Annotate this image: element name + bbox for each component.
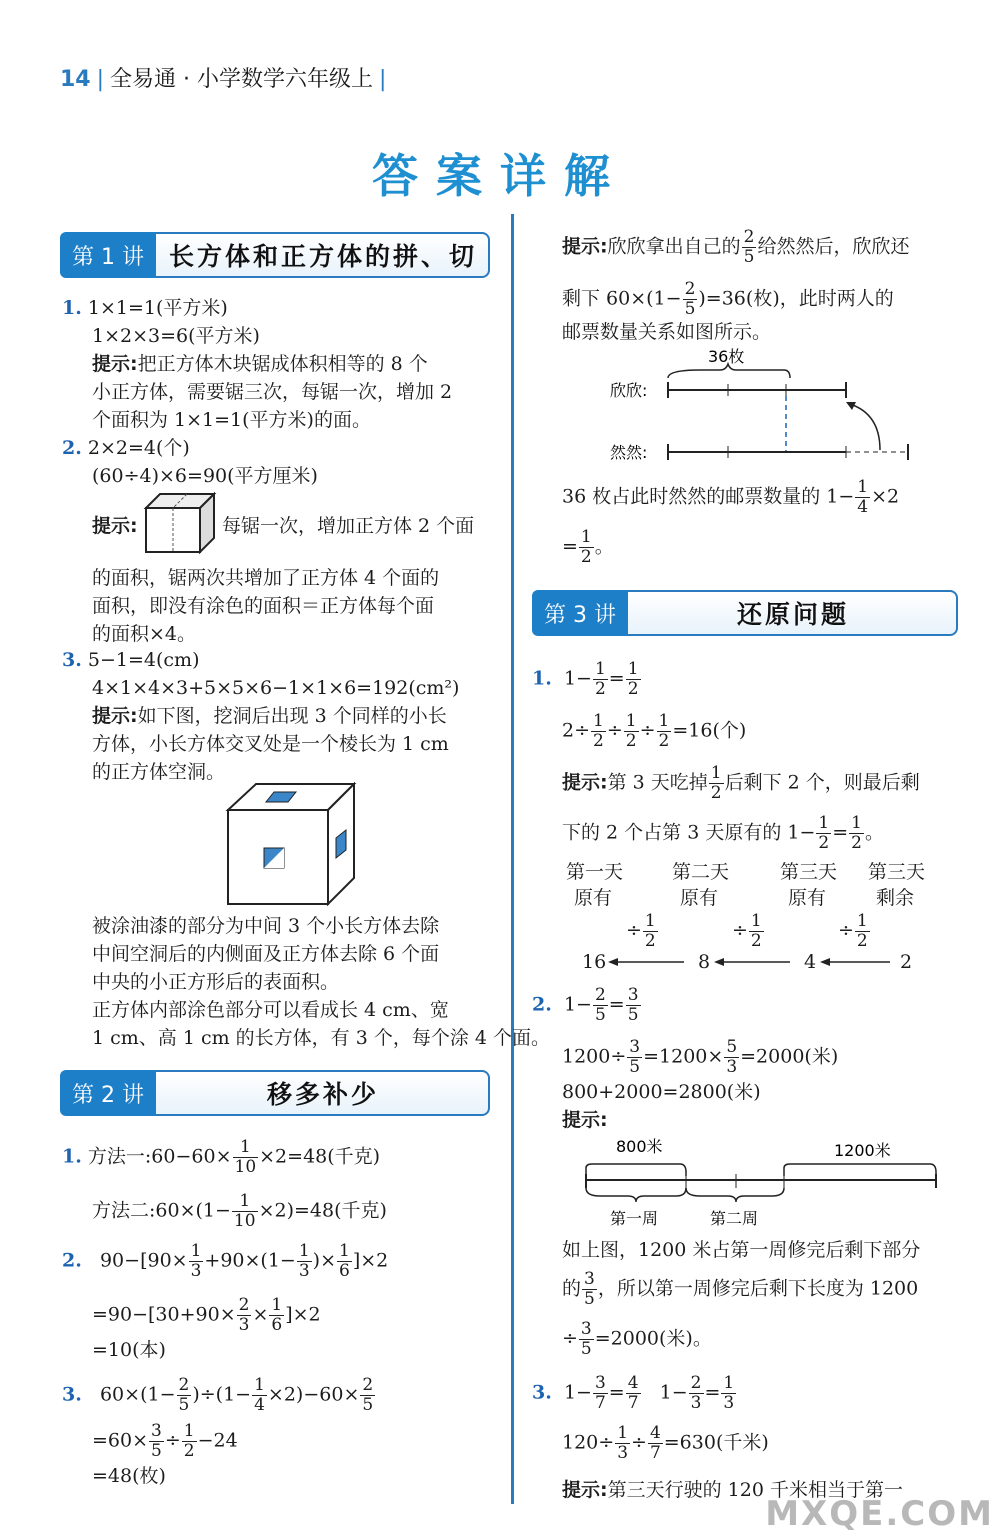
reverse-arrows (604, 950, 894, 974)
answer-3-1b: 2÷ $\frac{1}{2}$ ÷ $\frac{1}{2}$ ÷ $\frac{1}{2}$ =16(个) (562, 711, 747, 751)
div-op-1: ÷ $\frac{1}{2}$ (626, 911, 656, 951)
day-1-sub: 原有 (574, 887, 613, 909)
answer-2-1b: 方法二:60×(1− $\frac{1}{10}$ ×2)=48(千克) (92, 1191, 387, 1231)
hint-3-1b: 下的 2 个占第 3 天原有的 1− $\frac{1}{2}$ = $\frac{1}{2}$ 。 (562, 813, 884, 853)
label-week2: 第二周 (710, 1209, 759, 1228)
day-3-label: 第三天 (780, 861, 838, 883)
hint-1-1c: 个面积为 1×1=1(平方米)的面。 (92, 409, 371, 431)
answer-2-3c: =48(枚) (92, 1465, 166, 1487)
page-title: 答案详解 (372, 149, 628, 203)
lesson-name: 还原问题 (736, 600, 849, 629)
hint-1-1: 提示:把正方体木块锯成体积相等的 8 个 (92, 353, 428, 375)
day-3r-sub: 剩余 (876, 887, 915, 909)
answer-1-2: 2. 2×2=4(个) (62, 437, 190, 459)
running-header: 14 | 全易通 · 小学数学六年级上 | (60, 67, 387, 92)
answer-1-3b: 4×1×4×3+5×5×6−1×1×6=192(cm²) (92, 677, 460, 699)
hint-1-3c: 的正方体空洞。 (92, 761, 226, 783)
hint-3-2b: 如上图，1200 米占第一周修完后剩下部分 (562, 1239, 921, 1261)
hint-1-3h: 1 cm、高 1 cm 的长方体，有 3 个，每个涂 4 个面。 (92, 1027, 550, 1049)
hint-2-3a: 提示:欣欣拿出自己的 $\frac{2}{5}$ 给然然后，欣欣还 (562, 227, 910, 267)
hint-1-3b: 方体，小长方体交叉处是一个棱长为 1 cm (92, 733, 449, 755)
answer-3-3b: 120÷ $\frac{1}{3}$ ÷ $\frac{4}{7}$ =630(千米) (562, 1423, 769, 1463)
lesson-3-banner (532, 590, 958, 636)
lesson-name: 移多补少 (266, 1080, 379, 1109)
answer-3-2a: 2. 1− $\frac{2}{5}$ = $\frac{3}{5}$ (532, 985, 639, 1025)
stamp-diagram (610, 346, 930, 468)
diagram-36-label: 36枚 (708, 347, 745, 366)
lesson-number: 第 3 讲 (532, 590, 628, 636)
answer-2-3a: 3. 60×(1− $\frac{2}{5}$ )÷(1− $\frac{1}{4}$ ×2)−60× $\frac{2}{5}$ (62, 1375, 374, 1415)
answer-1-1: 1. 1×1=1(平方米) (62, 297, 228, 319)
answer-3-2c: 800+2000=2800(米) (562, 1081, 761, 1103)
day-2-sub: 原有 (680, 887, 719, 909)
val-16: 16 (582, 951, 607, 973)
hint-3-2d: ÷ $\frac{3}{5}$ =2000(米)。 (562, 1319, 712, 1359)
hint-2-3b: 剩下 60×(1− $\frac{2}{5}$ )=36(枚)，此时两人的 (562, 279, 894, 319)
hint-3-3: 提示:第三天行驶的 120 千米相当于第一 (562, 1479, 903, 1501)
div-op-2: ÷ $\frac{1}{2}$ (732, 911, 762, 951)
day-1-label: 第一天 (566, 861, 624, 883)
column-divider (511, 214, 514, 1504)
hint-3-2: 提示: (562, 1109, 608, 1131)
val-2: 2 (900, 951, 913, 973)
hint-1-2b: 的面积，锯两次共增加了正方体 4 个面的 (92, 567, 440, 589)
label-800m: 800米 (616, 1137, 663, 1156)
answer-2-1a: 1. 方法一:60−60× $\frac{1}{10}$ ×2=48(千克) (62, 1137, 381, 1177)
label-ranran: 然然: (610, 443, 648, 462)
day-2-label: 第二天 (672, 861, 730, 883)
day-3r-label: 第三天 (868, 861, 926, 883)
lesson-number: 第 1 讲 (60, 232, 156, 278)
lesson-2-banner (60, 1070, 490, 1116)
hint-2-3e: = $\frac{1}{2}$ 。 (562, 527, 614, 567)
answer-1-1b: 1×2×3=6(平方米) (92, 325, 260, 347)
hint-1-1b: 小正方体，需要锯三次，每锯一次，增加 2 (92, 381, 453, 403)
label-week1: 第一周 (610, 1209, 659, 1228)
answer-2-3b: =60× $\frac{3}{5}$ ÷ $\frac{1}{2}$ −24 (92, 1421, 238, 1461)
hint-1-3: 提示:如下图，挖洞后出现 3 个同样的小长 (92, 705, 447, 727)
div-op-3: ÷ $\frac{1}{2}$ (838, 911, 868, 951)
lesson-name: 长方体和正方体的拼、切 (168, 242, 477, 271)
hint-1-2a: 每锯一次，增加正方体 2 个面 (222, 515, 475, 537)
answer-1-3: 3. 5−1=4(cm) (62, 649, 200, 671)
page-number: 14 (60, 67, 91, 92)
val-4: 4 (804, 951, 817, 973)
hint-3-2c: 的 $\frac{3}{5}$ ，所以第一周修完后剩下长度为 1200 (562, 1269, 919, 1309)
cube-cut-figure (142, 488, 218, 556)
answer-2-2b: =90−[30+90× $\frac{2}{3}$ × $\frac{1}{6}$ ]×2 (92, 1295, 321, 1335)
hint-1-3f: 中央的小正方形后的表面积。 (92, 971, 340, 993)
lesson-number: 第 2 讲 (60, 1070, 156, 1116)
hint-1-3e: 中间空洞后的内侧面及正方体去除 6 个面 (92, 943, 440, 965)
hint-2-3c: 邮票数量关系如图所示。 (562, 321, 772, 343)
hint-1-2d: 的面积×4。 (92, 623, 197, 645)
lesson-1-banner (60, 232, 490, 278)
answer-3-1a: 1. 1− $\frac{1}{2}$ = $\frac{1}{2}$ (532, 659, 639, 699)
label-xinxin: 欣欣: (610, 381, 648, 400)
label-1200m: 1200米 (834, 1141, 891, 1160)
hint-1-3g: 正方体内部涂色部分可以看成长 4 cm、宽 (92, 999, 449, 1021)
answer-3-2b: 1200÷ $\frac{3}{5}$ =1200× $\frac{5}{3}$ =2000(米) (562, 1037, 839, 1077)
road-diagram (580, 1132, 940, 1232)
answer-3-3a: 3. 1− $\frac{3}{7}$ = $\frac{4}{7}$ 1− $\frac{2}{3}$ = $\frac{1}{3}$ (532, 1373, 735, 1413)
hint-3-1a: 提示:第 3 天吃掉 $\frac{1}{2}$ 后剩下 2 个，则最后剩 (562, 763, 920, 803)
hint-1-2: 提示: (92, 515, 138, 537)
watermark-logo: MXQE.COM (765, 1494, 994, 1534)
day-3-sub: 原有 (788, 887, 827, 909)
hint-1-2c: 面积，即没有涂色的面积＝正方体每个面 (92, 595, 435, 617)
val-8: 8 (698, 951, 711, 973)
hint-1-3d: 被涂油漆的部分为中间 3 个小长方体去除 (92, 915, 440, 937)
answer-2-2c: =10(本) (92, 1339, 166, 1361)
answer-2-2a: 2. 90−[90× $\frac{1}{3}$ +90×(1− $\frac{1}{3}$ )× $\frac{1}{6}$ ]×2 (62, 1241, 389, 1281)
book-title: 全易通 · 小学数学六年级上 (110, 67, 374, 92)
answer-1-2b: (60÷4)×6=90(平方厘米) (92, 465, 318, 487)
hollow-cube-figure (224, 780, 358, 908)
hint-2-3d: 36 枚占此时然然的邮票数量的 1− $\frac{1}{4}$ ×2 (562, 477, 900, 517)
